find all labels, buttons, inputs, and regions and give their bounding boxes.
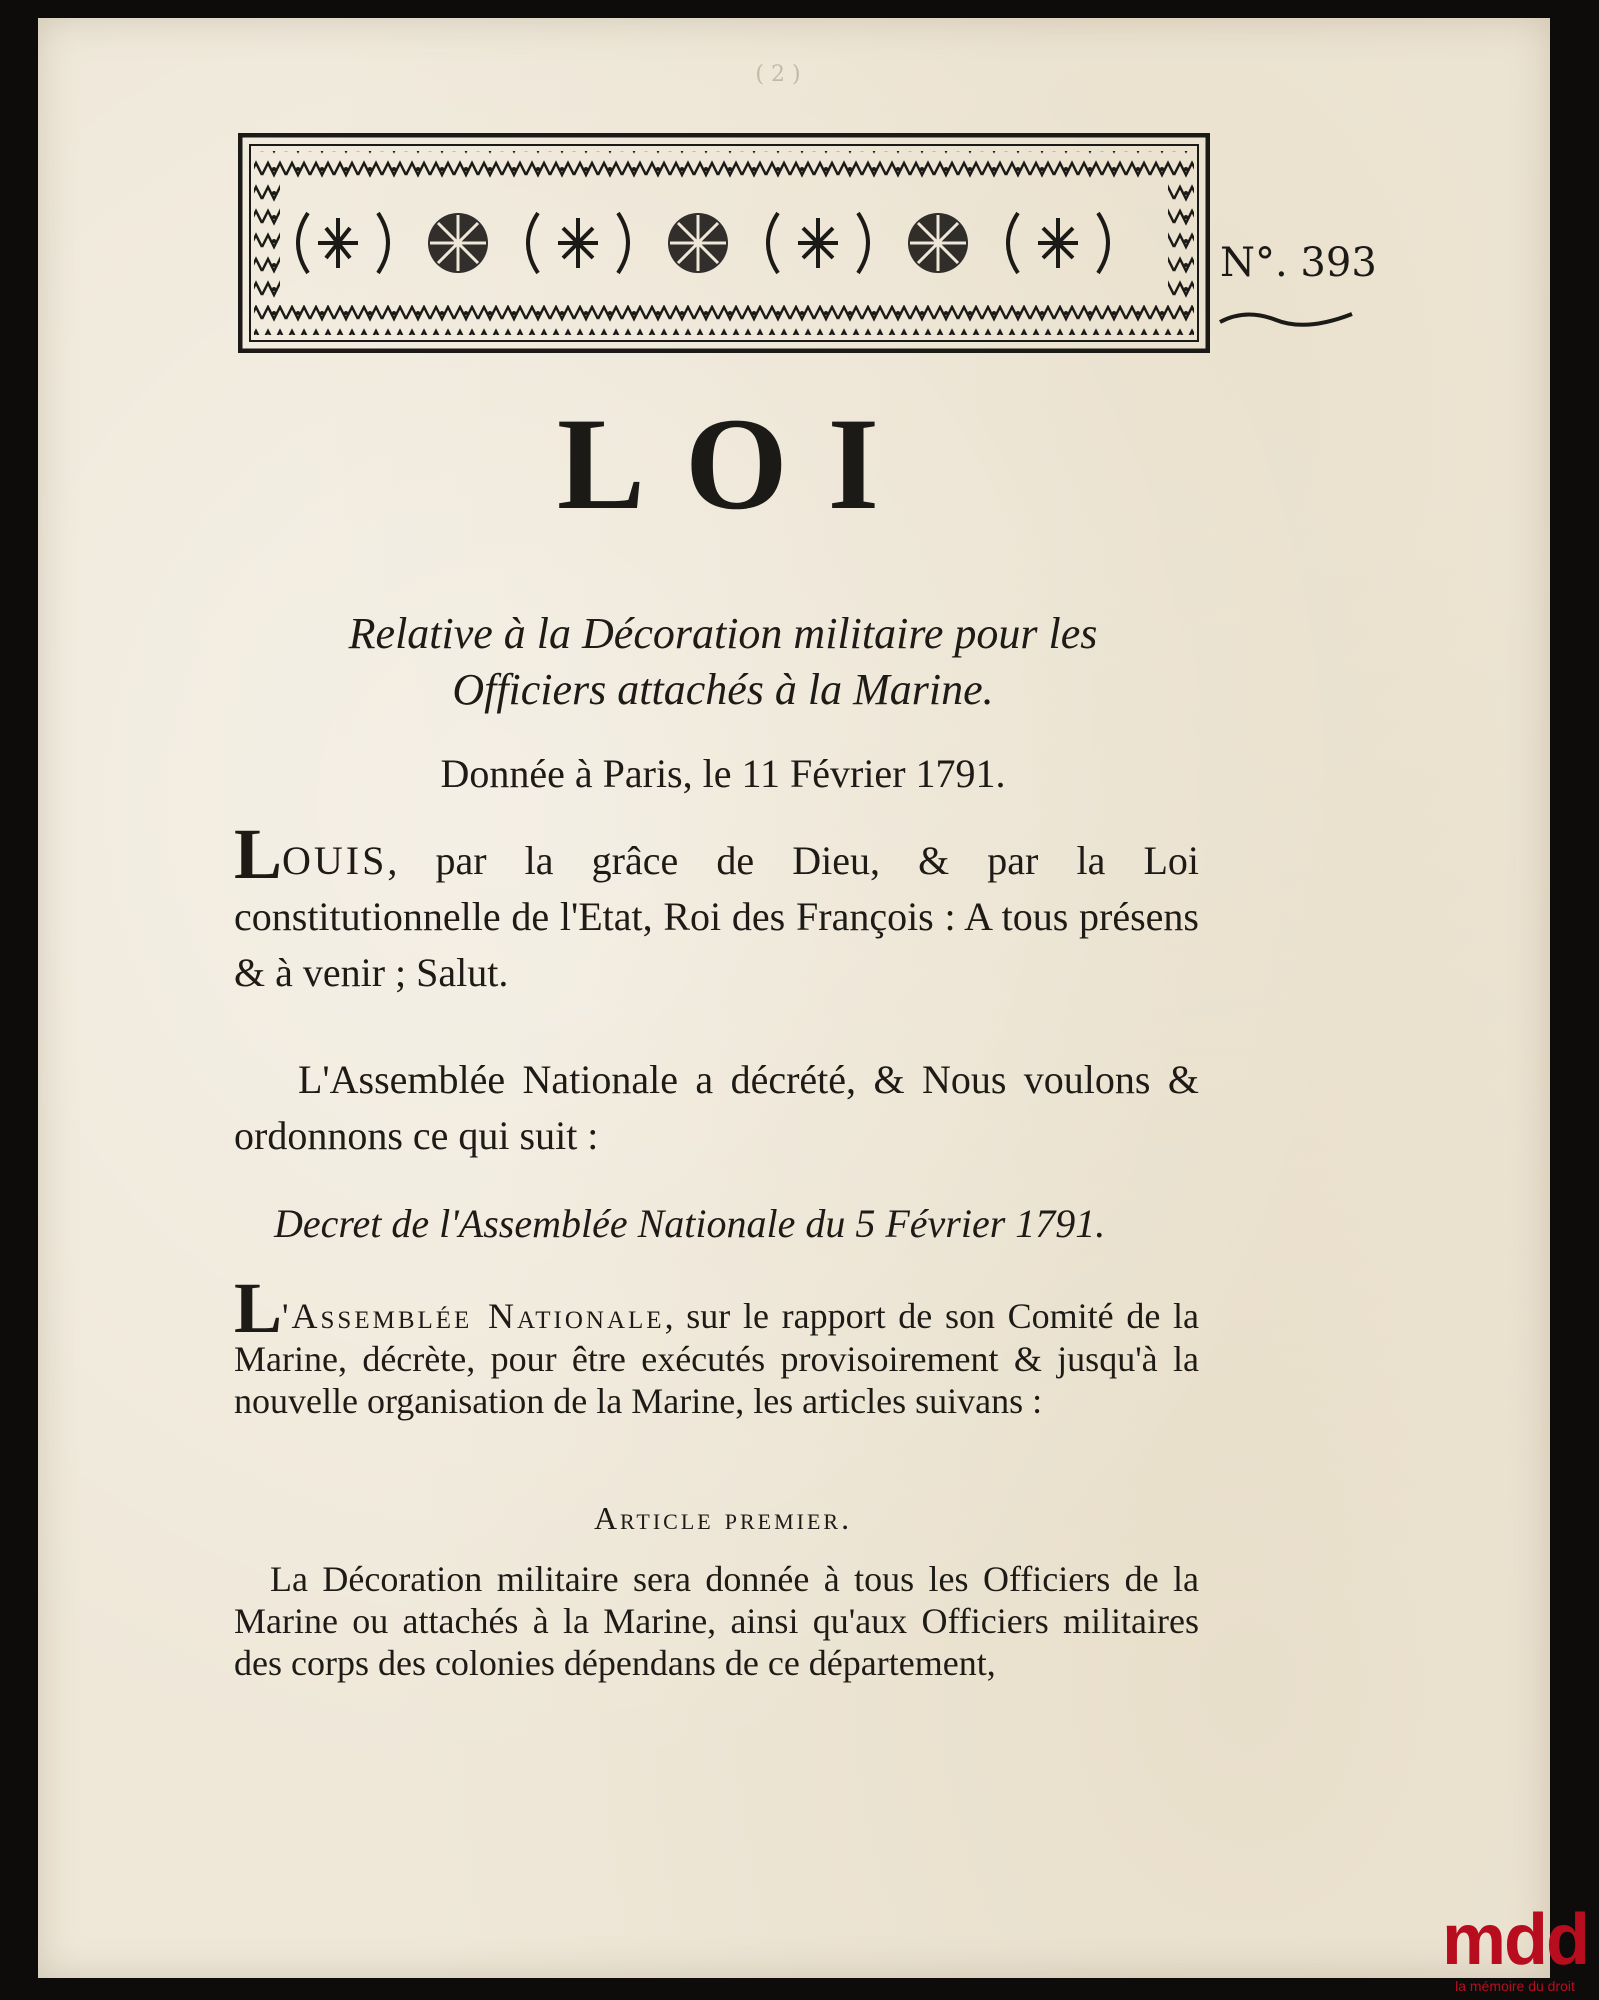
- decree-intro: [234, 1268, 1199, 1422]
- date-line: Donnée à Paris, le 11 Février 1791.: [440, 751, 1006, 796]
- document-page: [38, 18, 1550, 1978]
- swash-ornament: [1216, 306, 1356, 332]
- ornamental-header-band: [238, 133, 1210, 353]
- decree-caps: 'Assemblée Nationale: [282, 1296, 665, 1336]
- preamble-text: , par la grâce de Dieu, & par la Loi constitutionnelle de l'Etat, Roi des François : A tous présens & à venir ; Salut.: [234, 838, 1199, 995]
- document-title: LOI: [556, 390, 920, 537]
- article-text: La Décoration militaire sera donnée à tous les Officiers de la Marine ou attachés à la Marine, ainsi qu'aux Officiers militaires des corps des colonies dépendans de ce département,: [234, 1559, 1199, 1683]
- page-number: ( 2 ): [755, 62, 801, 87]
- mdd-logo: [1440, 1892, 1590, 1982]
- preamble-caps: OUIS: [282, 838, 388, 883]
- article-heading: Article premier.: [593, 1500, 853, 1536]
- subtitle: [238, 606, 1208, 718]
- subtitle-line-2: Officiers attachés à la Marine.: [452, 665, 994, 714]
- decree-heading: Decret de l'Assemblée Nationale du 5 Février 1791.: [274, 1201, 1106, 1246]
- decree-intro-text: , sur le rapport de son Comité de la Marine, décrète, pour être exécutés provisoirement & jusqu'à la nouvelle organisation de la Marine, les articles suivans :: [234, 1296, 1199, 1421]
- dropcap: L: [234, 814, 283, 894]
- royal-preamble: [234, 814, 1199, 1001]
- document-number: N°. 393: [1220, 240, 1377, 286]
- svg-text:mdd: mdd: [1442, 1900, 1588, 1980]
- dropcap: L: [234, 1268, 283, 1348]
- assembly-paragraph: L'Assemblée Nationale a décrété, & Nous voulons & ordonnons ce qui suit :: [234, 1057, 1199, 1158]
- subtitle-line-1: Relative à la Décoration militaire pour les: [348, 609, 1098, 658]
- watermark-caption: la mémoire du droit: [1455, 1978, 1575, 1994]
